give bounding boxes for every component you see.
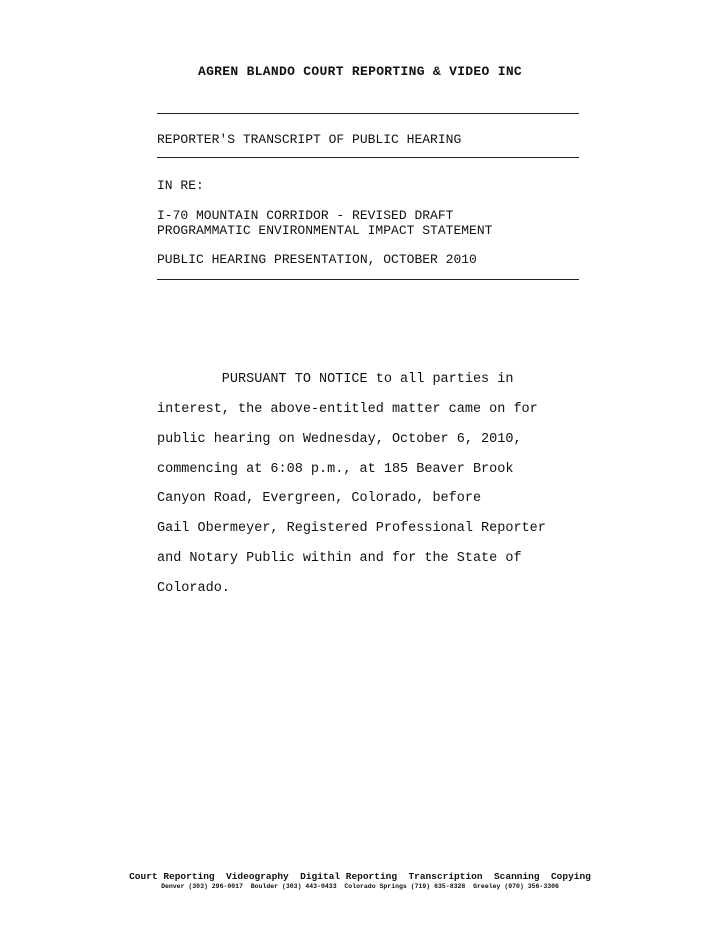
divider-bottom bbox=[157, 279, 579, 280]
body-line-5: Canyon Road, Evergreen, Colorado, before bbox=[157, 491, 482, 506]
footer-phones: Denver (303) 296-0017 Boulder (303) 443-0433 Colorado Springs (719) 635-8328 Greeley (970) 356-3306 bbox=[161, 883, 559, 890]
body-line-4: commencing at 6:08 p.m., at 185 Beaver Brook bbox=[157, 462, 514, 477]
divider-top bbox=[157, 113, 579, 114]
body-line-3: public hearing on Wednesday, October 6, 2010, bbox=[157, 432, 522, 447]
body-line-2: interest, the above-entitled matter came on for bbox=[157, 402, 538, 417]
body-line-8: Colorado. bbox=[157, 581, 230, 596]
company-header: AGREN BLANDO COURT REPORTING & VIDEO INC bbox=[197, 64, 523, 79]
divider-caption bbox=[157, 157, 579, 158]
body-line-1: PURSUANT TO NOTICE to all parties in bbox=[157, 372, 514, 387]
subject-line-2: PROGRAMMATIC ENVIRONMENTAL IMPACT STATEMENT bbox=[157, 223, 493, 238]
in-re-label: IN RE: bbox=[157, 178, 204, 193]
body-line-7: and Notary Public within and for the State of bbox=[157, 551, 522, 566]
presentation-line: PUBLIC HEARING PRESENTATION, OCTOBER 2010 bbox=[157, 252, 477, 267]
document-type: REPORTER'S TRANSCRIPT OF PUBLIC HEARING bbox=[157, 132, 462, 147]
footer-services: Court Reporting Videography Digital Reporting Transcription Scanning Copying bbox=[129, 871, 591, 882]
subject-line-1: I-70 MOUNTAIN CORRIDOR - REVISED DRAFT bbox=[157, 208, 454, 223]
body-line-6: Gail Obermeyer, Registered Professional Reporter bbox=[157, 521, 546, 536]
